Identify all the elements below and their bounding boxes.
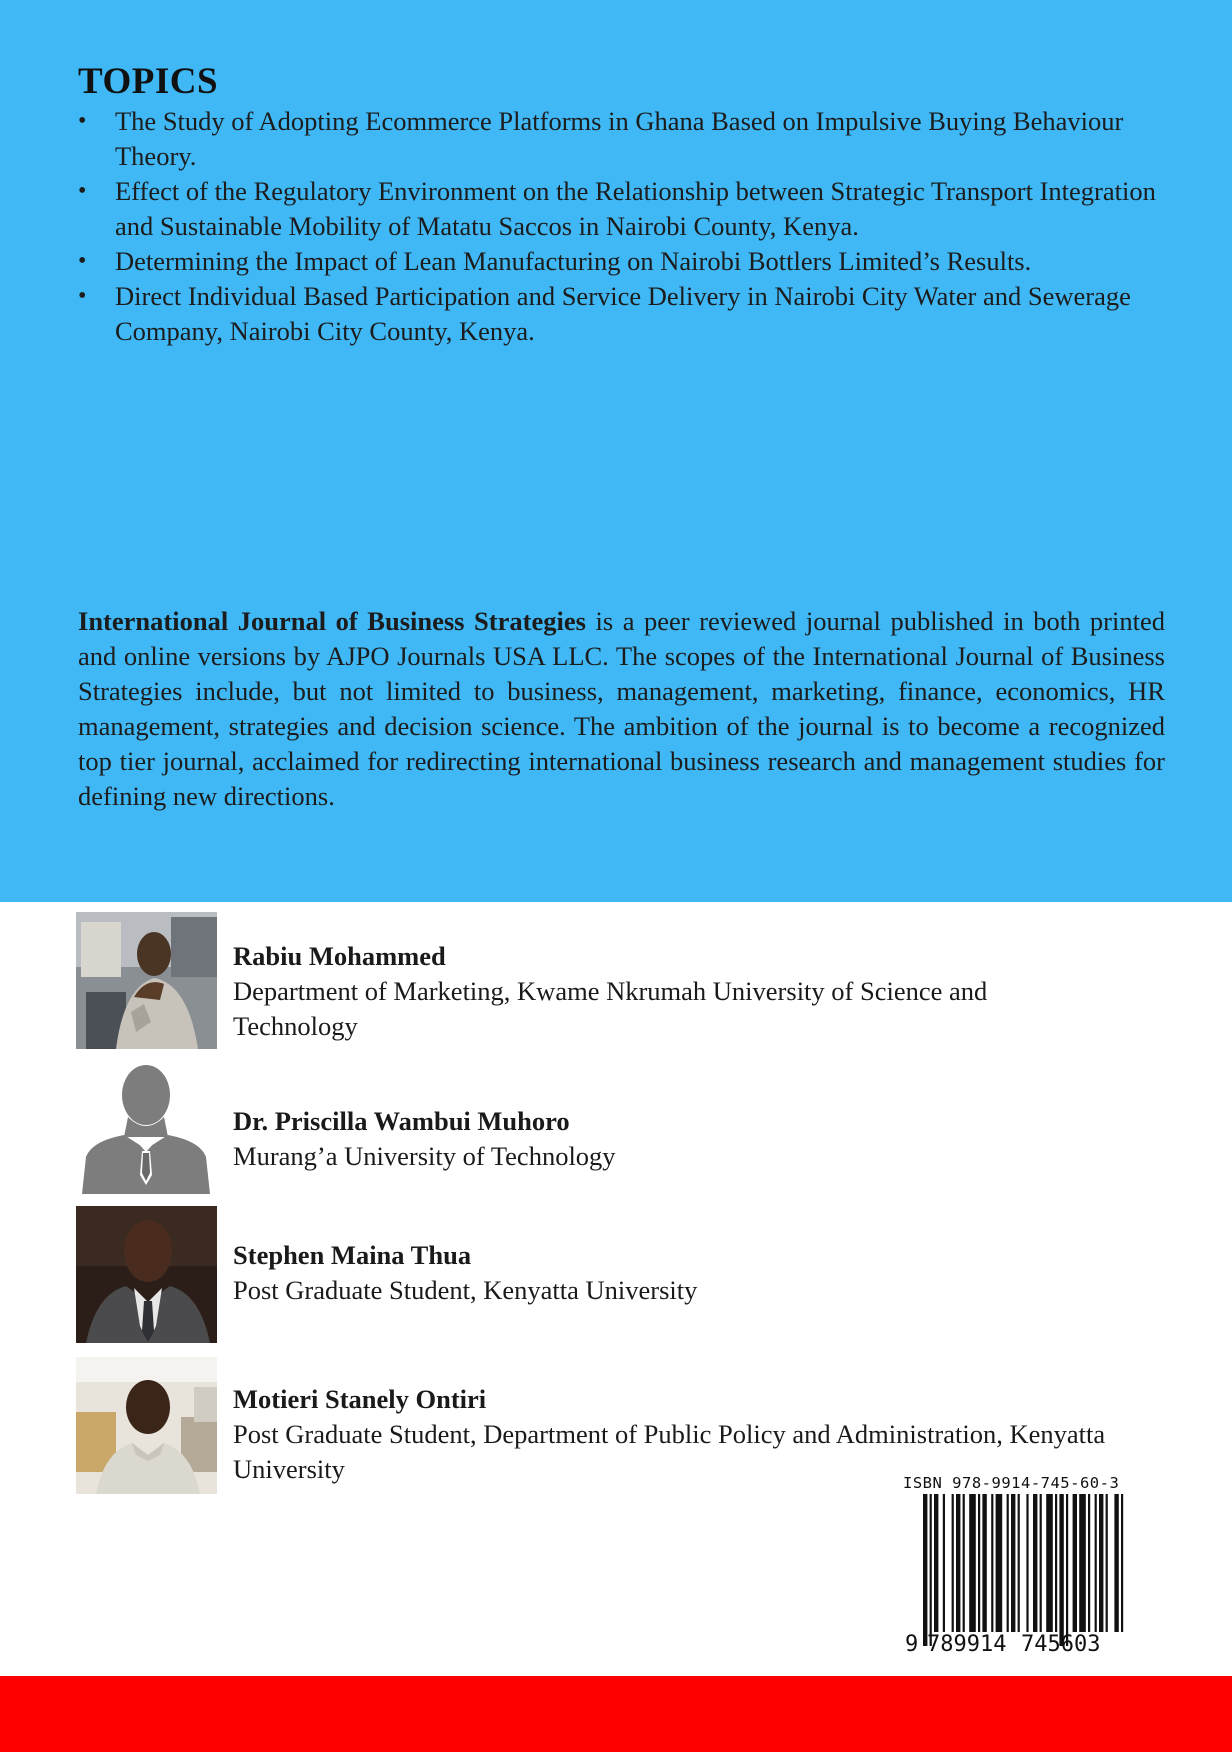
barcode-bar: [1106, 1494, 1108, 1632]
barcode-bar: [1011, 1494, 1015, 1632]
topic-item: [78, 244, 1158, 279]
topic-item: [78, 174, 1158, 244]
author-photo: [76, 1206, 217, 1343]
barcode-bar: [1018, 1494, 1020, 1632]
barcode-bar: [1033, 1494, 1037, 1632]
barcode-bar: [956, 1494, 960, 1632]
barcode-bar: [1121, 1494, 1123, 1632]
barcode-bar: [963, 1494, 965, 1632]
barcode-digit-lead: 9: [905, 1632, 919, 1654]
bullet-icon: •: [78, 283, 87, 309]
barcode-bar: [969, 1494, 976, 1632]
author-photo: [76, 1357, 217, 1494]
isbn-label: ISBN 978-9914-745-60-3: [903, 1474, 1120, 1492]
topic-item: [78, 279, 1158, 349]
author-entry: [76, 912, 1176, 1052]
barcode-bar: [923, 1494, 927, 1646]
journal-description: [78, 604, 1165, 814]
author-affiliation: Post Graduate Student, Department of Public Policy and Administration, Kenyatta University: [233, 1419, 1106, 1484]
barcode-bar: [952, 1494, 954, 1632]
author-entry: [76, 1057, 1176, 1197]
barcode-bar: [930, 1494, 932, 1646]
author-affiliation: Department of Marketing, Kwame Nkrumah University of Science and Technology: [233, 976, 988, 1041]
bullet-icon: •: [78, 108, 87, 134]
barcode-bar: [982, 1494, 986, 1632]
barcode-bar: [991, 1494, 993, 1632]
barcode-bar: [1088, 1494, 1090, 1632]
journal-name: International Journal of Business Strategies: [78, 606, 586, 636]
barcode-digits-left: 789914: [927, 1632, 1007, 1654]
barcode-bar: [1079, 1494, 1086, 1632]
topics-heading: TOPICS: [78, 61, 219, 102]
topic-text: The Study of Adopting Ecommerce Platforms in Ghana Based on Impulsive Buying Behaviour Theory.: [115, 106, 1124, 171]
bullet-icon: •: [78, 248, 87, 274]
author-photo: [76, 912, 217, 1049]
author-affiliation: Murang’a University of Technology: [233, 1141, 616, 1171]
journal-description-text: is a peer reviewed journal published in both printed and online versions by AJPO Journals USA LLC. The scopes of the International Journal of Business Strategies include, but not limited to business, management, marketing, finance, economics, HR management, strategies and decision science. The ambition of the journal is to become a recognized top tier journal, acclaimed for redirecting international business research and management studies for defining new directions.: [78, 606, 1165, 811]
topic-item: [78, 104, 1158, 174]
author-name: Dr. Priscilla Wambui Muhoro: [233, 1106, 570, 1136]
barcode-bar: [1007, 1494, 1009, 1632]
author-affiliation: Post Graduate Student, Kenyatta University: [233, 1275, 698, 1305]
topic-text: Effect of the Regulatory Environment on the Relationship between Strategic Transport Integration and Sustainable Mobility of Matatu Saccos in Nairobi County, Kenya.: [115, 176, 1156, 241]
barcode-bar: [943, 1494, 945, 1632]
topic-text: Determining the Impact of Lean Manufacturing on Nairobi Bottlers Limited’s Results.: [115, 246, 1032, 276]
barcode-bar: [1046, 1494, 1053, 1632]
barcode-bar: [1040, 1494, 1042, 1632]
barcode-bar: [1073, 1494, 1077, 1632]
bullet-icon: •: [78, 178, 87, 204]
barcode-bar: [934, 1494, 938, 1632]
barcode-bar: [1114, 1494, 1118, 1632]
barcode-bar: [978, 1494, 980, 1632]
barcode-bar: [1026, 1494, 1028, 1632]
barcode-bar: [1095, 1494, 1097, 1632]
topics-list: [78, 104, 1158, 349]
barcode-bar: [1066, 1494, 1068, 1646]
isbn-barcode: [903, 1494, 1128, 1654]
barcode-bar: [1055, 1494, 1057, 1632]
author-name: Stephen Maina Thua: [233, 1240, 472, 1270]
topic-text: Direct Individual Based Participation and Service Delivery in Nairobi City Water and Sewerage Company, Nairobi City County, Kenya.: [115, 281, 1131, 346]
barcode-bar: [996, 1494, 1003, 1632]
author-entry: [76, 1206, 1176, 1346]
red-band: [0, 1676, 1232, 1752]
author-name: Rabiu Mohammed: [233, 941, 446, 971]
barcode-bar: [1099, 1494, 1103, 1632]
barcode-bar: [1059, 1494, 1063, 1646]
barcode-digits-right: 745603: [1021, 1632, 1101, 1654]
author-name: Motieri Stanely Ontiri: [233, 1384, 487, 1414]
author-avatar-placeholder: [76, 1057, 217, 1194]
